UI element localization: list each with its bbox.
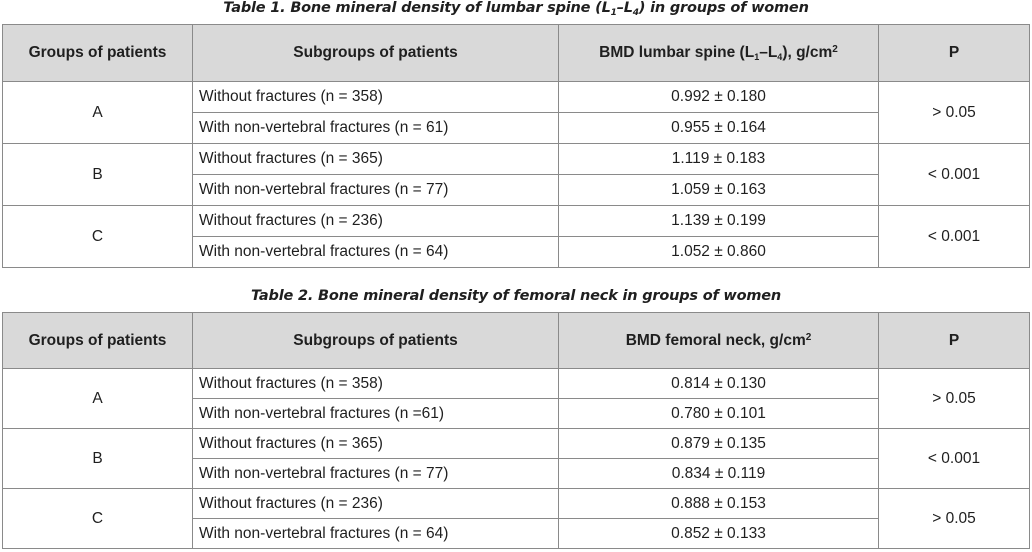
table-row xyxy=(3,489,1030,519)
p-value-cell: > 0.05 xyxy=(879,82,1030,144)
table1-header-bmd: BMD lumbar spine $(L_1-L_4)$, $g/cm^2$ xyxy=(559,25,879,82)
table1-header-row xyxy=(3,25,1030,82)
p-value-cell: < 0.001 xyxy=(879,206,1030,268)
table2-header-bmd: BMD femoral neck, $g/cm^2$ xyxy=(559,313,879,369)
table1-header-p: P xyxy=(879,25,1030,82)
subgroup-cell: Without fractures (n = 365) xyxy=(193,144,559,175)
group-label: A xyxy=(3,82,193,144)
bmd-cell: 1.119 ± 0.183 xyxy=(559,144,879,175)
p-value-cell: > 0.05 xyxy=(879,489,1030,549)
p-value-cell: < 0.001 xyxy=(879,144,1030,206)
subgroup-cell: With non-vertebral fractures (n = 61) xyxy=(193,113,559,144)
table-row xyxy=(3,369,1030,399)
table2 xyxy=(2,312,1030,549)
subgroup-cell: Without fractures (n = 358) xyxy=(193,369,559,399)
bmd-cell: 0.780 ± 0.101 xyxy=(559,399,879,429)
subgroup-cell: Without fractures (n = 236) xyxy=(193,489,559,519)
bmd-cell: 0.879 ± 0.135 xyxy=(559,429,879,459)
table1-header-groups: Groups of patients xyxy=(3,25,193,82)
subgroup-cell: With non-vertebral fractures (n = 77) xyxy=(193,459,559,489)
table2-header-subgroups: Subgroups of patients xyxy=(193,313,559,369)
bmd-cell: 0.955 ± 0.164 xyxy=(559,113,879,144)
table-row xyxy=(3,206,1030,237)
bmd-cell: 1.059 ± 0.163 xyxy=(559,175,879,206)
bmd-cell: 1.052 ± 0.860 xyxy=(559,237,879,268)
subgroup-cell: Without fractures (n = 236) xyxy=(193,206,559,237)
bmd-cell: 0.888 ± 0.153 xyxy=(559,489,879,519)
table-row xyxy=(3,429,1030,459)
bmd-cell: 0.852 ± 0.133 xyxy=(559,519,879,549)
subgroup-cell: With non-vertebral fractures (n =61) xyxy=(193,399,559,429)
table-row xyxy=(3,82,1030,113)
subgroup-cell: With non-vertebral fractures (n = 77) xyxy=(193,175,559,206)
subgroup-cell: Without fractures (n = 358) xyxy=(193,82,559,113)
group-label: B xyxy=(3,144,193,206)
subgroup-cell: With non-vertebral fractures (n = 64) xyxy=(193,237,559,268)
bmd-cell: 0.834 ± 0.119 xyxy=(559,459,879,489)
table-row xyxy=(3,144,1030,175)
subgroup-cell: With non-vertebral fractures (n = 64) xyxy=(193,519,559,549)
group-label: A xyxy=(3,369,193,429)
table2-header-groups: Groups of patients xyxy=(3,313,193,369)
p-value-cell: > 0.05 xyxy=(879,369,1030,429)
bmd-cell: 0.814 ± 0.130 xyxy=(559,369,879,399)
bmd-cell: 0.992 ± 0.180 xyxy=(559,82,879,113)
table1-caption: Table 1. Bone mineral density of lumbar spine $(L_1-L_4)$ in groups of women xyxy=(223,0,809,18)
group-label: C xyxy=(3,206,193,268)
group-label: C xyxy=(3,489,193,549)
subgroup-cell: Without fractures (n = 365) xyxy=(193,429,559,459)
group-label: B xyxy=(3,429,193,489)
bmd-cell: 1.139 ± 0.199 xyxy=(559,206,879,237)
p-value-cell: < 0.001 xyxy=(879,429,1030,489)
table1 xyxy=(2,24,1030,268)
table1-header-subgroups: Subgroups of patients xyxy=(193,25,559,82)
table2-header-row xyxy=(3,313,1030,369)
table2-header-p: P xyxy=(879,313,1030,369)
table2-caption: Table 2. Bone mineral density of femoral neck in groups of women xyxy=(250,288,782,304)
